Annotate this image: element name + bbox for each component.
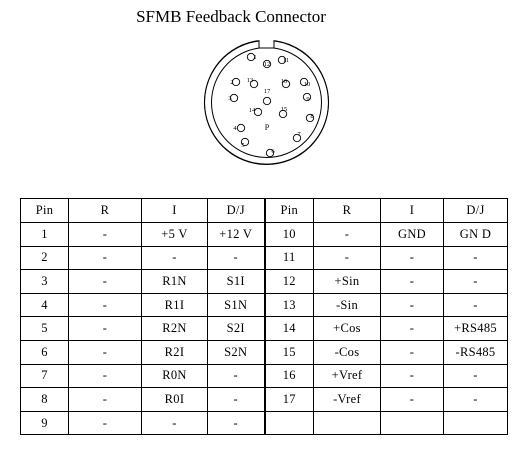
pin-label: 14 bbox=[248, 107, 256, 114]
pin-label: 15 bbox=[280, 106, 288, 113]
pin-label: 12 bbox=[263, 61, 271, 68]
table-cell: - bbox=[69, 293, 142, 317]
table-cell: 15 bbox=[265, 340, 314, 364]
pin-hole bbox=[237, 124, 244, 131]
table-cell: +Vref bbox=[314, 364, 381, 388]
pin-label: 10 bbox=[303, 81, 311, 88]
table-cell: - bbox=[208, 411, 265, 435]
pin-hole bbox=[254, 108, 261, 115]
table-cell: - bbox=[208, 246, 265, 270]
pin-label: 2 bbox=[230, 79, 234, 86]
table-cell: - bbox=[208, 364, 265, 388]
pin-label: 8 bbox=[310, 113, 314, 120]
table-header-row bbox=[21, 199, 508, 223]
table-cell: 1 bbox=[21, 223, 69, 247]
table-cell: GND bbox=[381, 223, 444, 247]
pin-label: 7 bbox=[297, 131, 301, 138]
table-row bbox=[21, 364, 508, 388]
table-cell: - bbox=[381, 317, 444, 341]
table-cell: R0I bbox=[142, 388, 208, 412]
table-cell: - bbox=[69, 246, 142, 270]
table-cell: R1I bbox=[142, 293, 208, 317]
column-header: D/J bbox=[208, 199, 265, 223]
table-cell: 5 bbox=[21, 317, 69, 341]
table-cell: - bbox=[314, 246, 381, 270]
table-row bbox=[21, 270, 508, 294]
pin-label: 1 bbox=[253, 54, 257, 61]
table-cell: GN D bbox=[444, 223, 508, 247]
pin-label: 6 bbox=[271, 148, 275, 155]
table-cell: -Vref bbox=[314, 388, 381, 412]
pin-label: 4 bbox=[233, 125, 237, 132]
table-cell: 2 bbox=[21, 246, 69, 270]
column-header: Pin bbox=[21, 199, 69, 223]
pin-group bbox=[228, 53, 313, 156]
pin-label: 11 bbox=[282, 57, 290, 64]
pin-label: P bbox=[264, 123, 270, 132]
table-cell: +12 V bbox=[208, 223, 265, 247]
pin-hole bbox=[263, 97, 270, 104]
table-cell: 3 bbox=[21, 270, 69, 294]
table-cell: +Sin bbox=[314, 270, 381, 294]
table-cell: - bbox=[69, 270, 142, 294]
table-cell: 16 bbox=[265, 364, 314, 388]
column-header: D/J bbox=[444, 199, 508, 223]
table-cell: - bbox=[381, 246, 444, 270]
rim-line bbox=[205, 41, 329, 164]
table-cell: - bbox=[444, 364, 508, 388]
table-cell: S1I bbox=[208, 270, 265, 294]
pin-label: 17 bbox=[263, 88, 271, 95]
table-cell: -Sin bbox=[314, 293, 381, 317]
table-cell: 7 bbox=[21, 364, 69, 388]
table-cell: R2I bbox=[142, 340, 208, 364]
table-cell: - bbox=[381, 293, 444, 317]
table-cell: 9 bbox=[21, 411, 69, 435]
table-cell: - bbox=[444, 293, 508, 317]
table-cell: S2N bbox=[208, 340, 265, 364]
table-cell: -Cos bbox=[314, 340, 381, 364]
table-cell: - bbox=[444, 388, 508, 412]
table-cell: - bbox=[208, 388, 265, 412]
table-cell: +Cos bbox=[314, 317, 381, 341]
table-cell bbox=[381, 411, 444, 435]
table-cell: 13 bbox=[265, 293, 314, 317]
table-cell: -RS485 bbox=[444, 340, 508, 364]
column-header: R bbox=[314, 199, 381, 223]
table-cell: - bbox=[142, 411, 208, 435]
table-cell: 6 bbox=[21, 340, 69, 364]
table-row bbox=[21, 340, 508, 364]
table-cell: - bbox=[69, 364, 142, 388]
table-cell: 10 bbox=[265, 223, 314, 247]
table-cell: - bbox=[69, 317, 142, 341]
table-row bbox=[21, 223, 508, 247]
column-header: R bbox=[69, 199, 142, 223]
table-cell: 12 bbox=[265, 270, 314, 294]
table-cell: +RS485 bbox=[444, 317, 508, 341]
table-row bbox=[21, 388, 508, 412]
pin-label: 9 bbox=[306, 96, 310, 103]
column-header: I bbox=[142, 199, 208, 223]
table-cell: - bbox=[381, 340, 444, 364]
table-cell: - bbox=[444, 246, 508, 270]
diagram-title: SFMB Feedback Connector bbox=[136, 7, 326, 26]
table-cell bbox=[444, 411, 508, 435]
table-row bbox=[21, 293, 508, 317]
table-cell bbox=[314, 411, 381, 435]
table-cell: - bbox=[69, 223, 142, 247]
table-cell: 11 bbox=[265, 246, 314, 270]
table-cell: R2N bbox=[142, 317, 208, 341]
table-cell: - bbox=[314, 223, 381, 247]
table-cell: S2I bbox=[208, 317, 265, 341]
table-cell: 8 bbox=[21, 388, 69, 412]
table-row bbox=[21, 411, 508, 435]
pin-label: 5 bbox=[241, 142, 245, 149]
table-cell: 4 bbox=[21, 293, 69, 317]
table-cell: - bbox=[381, 270, 444, 294]
table-cell: S1N bbox=[208, 293, 265, 317]
pin-label: 16 bbox=[280, 78, 288, 85]
table-cell: - bbox=[69, 388, 142, 412]
table-cell: - bbox=[381, 388, 444, 412]
pinout-table bbox=[20, 198, 508, 435]
pin-label: 13 bbox=[246, 77, 254, 84]
table-cell: R0N bbox=[142, 364, 208, 388]
connector-drawing bbox=[200, 36, 333, 169]
table-cell: - bbox=[69, 411, 142, 435]
connector-face-diagram bbox=[200, 36, 333, 169]
pin-label: 3 bbox=[228, 95, 232, 102]
column-header: I bbox=[381, 199, 444, 223]
table-cell: R1N bbox=[142, 270, 208, 294]
table-cell: - bbox=[381, 364, 444, 388]
table-row bbox=[21, 246, 508, 270]
table-cell: 14 bbox=[265, 317, 314, 341]
column-header: Pin bbox=[265, 199, 314, 223]
table-cell: 17 bbox=[265, 388, 314, 412]
table-cell: - bbox=[142, 246, 208, 270]
table-cell: - bbox=[69, 340, 142, 364]
table-cell: +5 V bbox=[142, 223, 208, 247]
table-cell: - bbox=[444, 270, 508, 294]
table-cell bbox=[265, 411, 314, 435]
table-row bbox=[21, 317, 508, 341]
